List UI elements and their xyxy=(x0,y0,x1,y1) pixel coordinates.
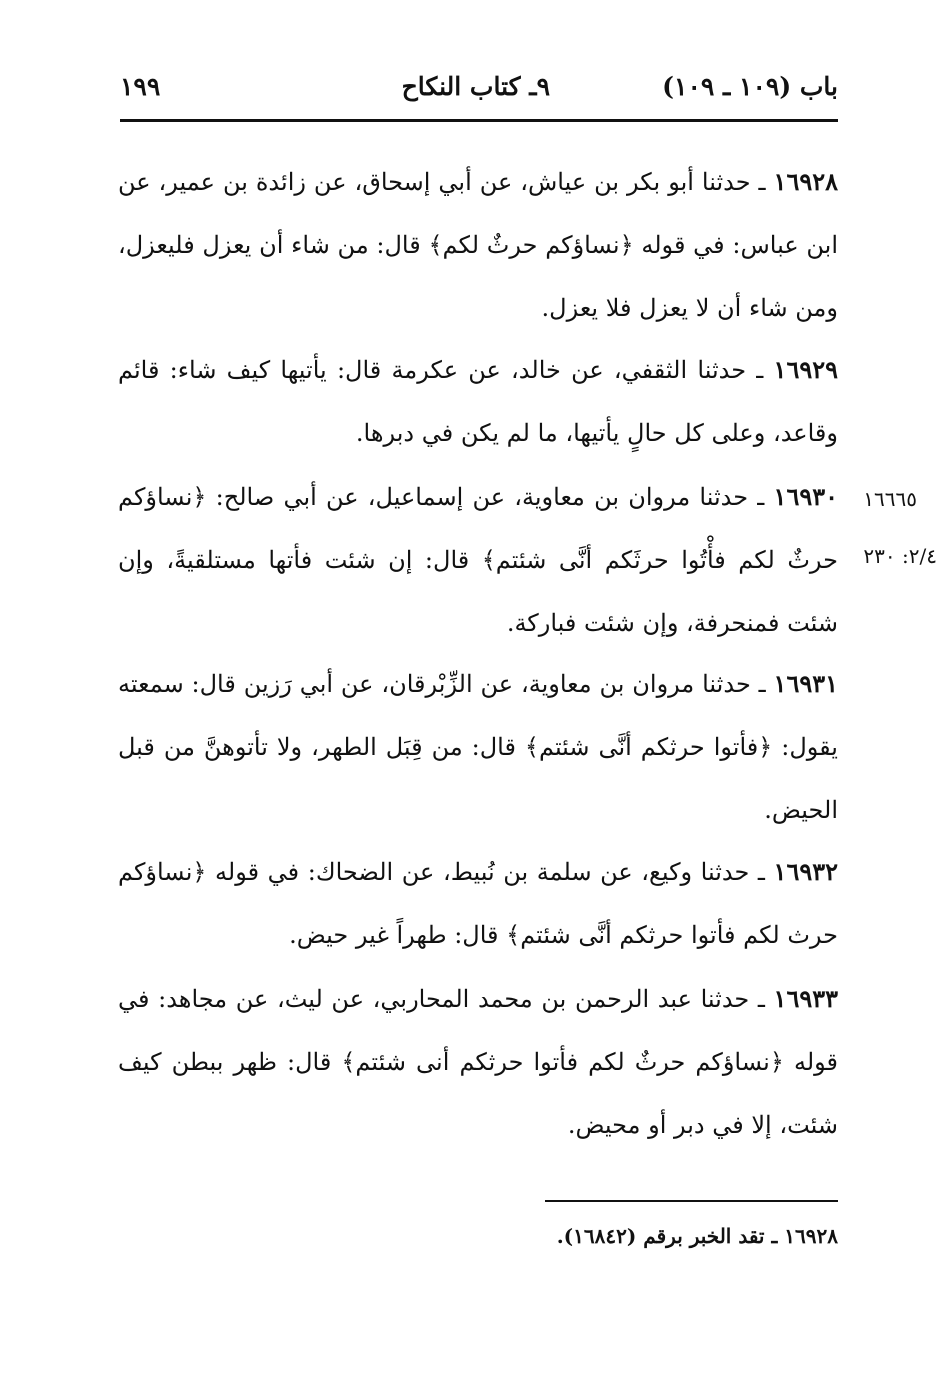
hadith-text: ـ حدثنا مروان بن معاوية، عن الزِّبْرقان، عن أبي رَزين قال: سمعته يقول: ﴿فأتوا حرثكم أنَّى شئتم﴾ قال: من قِبَل الطهر، ولا تأتوهنَّ من قبل الحيض. xyxy=(118,670,838,824)
hadith-paragraph xyxy=(118,967,838,1157)
hadith-paragraph xyxy=(118,150,838,340)
hadith-number: ١٦٩٣٠ xyxy=(773,482,838,511)
hadith-paragraph xyxy=(118,840,838,967)
page-number: ١٩٩ xyxy=(120,72,161,101)
hadith-number: ١٦٩٣٣ xyxy=(773,984,838,1013)
hadith-number: ١٦٩٢٩ xyxy=(773,355,838,384)
hadith-text: ـ حدثنا أبو بكر بن عياش، عن أبي إسحاق، عن زائدة بن عمير، عن ابن عباس: في قوله ﴿نساؤكم حرثٌ لكم﴾ قال: من شاء أن يعزل فليعزل، ومن شاء أن لا يعزل فلا يعزل. xyxy=(118,168,838,322)
hadith-paragraph xyxy=(118,465,838,655)
hadith-number: ١٦٩٣٢ xyxy=(773,857,838,886)
margin-reference-location: ٢/٤: ٢٣٠ xyxy=(863,544,937,568)
hadith-paragraph xyxy=(118,652,838,842)
hadith-paragraph xyxy=(118,338,838,465)
hadith-text: ـ حدثنا عبد الرحمن بن محمد المحاربي، عن ليث، عن مجاهد: في قوله ﴿نساؤكم حرثٌ لكم فأتوا حرثكم أنى شئتم﴾ قال: ظهر ببطن كيف شئت، إلا في دبر أو محيض. xyxy=(118,985,838,1139)
margin-reference-number: ١٦٦٦٥ xyxy=(863,487,917,511)
footnote-divider xyxy=(545,1200,838,1202)
hadith-text: ـ حدثنا وكيع، عن سلمة بن نُبيط، عن الضحاك: في قوله ﴿نساؤكم حرث لكم فأتوا حرثكم أنَّى شئتم﴾ قال: طهراً غير حيض. xyxy=(118,858,838,949)
header-divider xyxy=(120,119,838,122)
page-header xyxy=(120,72,838,116)
hadith-text: ـ حدثنا الثقفي، عن خالد، عن عكرمة قال: يأتيها كيف شاء: قائم وقاعد، وعلى كل حالٍ يأتيها، ما لم يكن في دبرها. xyxy=(118,356,838,447)
hadith-number: ١٦٩٢٨ xyxy=(773,167,838,196)
hadith-text: ـ حدثنا مروان بن معاوية، عن إسماعيل، عن أبي صالح: ﴿نساؤكم حرثٌ لكم فأْتُوا حرثَكم أنَّى شئتم﴾ قال: إن شئت فأتها مستلقيةً، وإن شئت فمنحرفة، وإن شئت فباركة. xyxy=(118,483,838,637)
hadith-number: ١٦٩٣١ xyxy=(773,669,838,698)
footnote: ١٦٩٢٨ ـ تقد الخبر برقم (١٦٨٤٢). xyxy=(556,1224,838,1248)
chapter-title: باب (١٠٩ ـ ١٠٩) xyxy=(662,72,838,101)
book-title: ٩ـ كتاب النكاح xyxy=(401,72,550,101)
